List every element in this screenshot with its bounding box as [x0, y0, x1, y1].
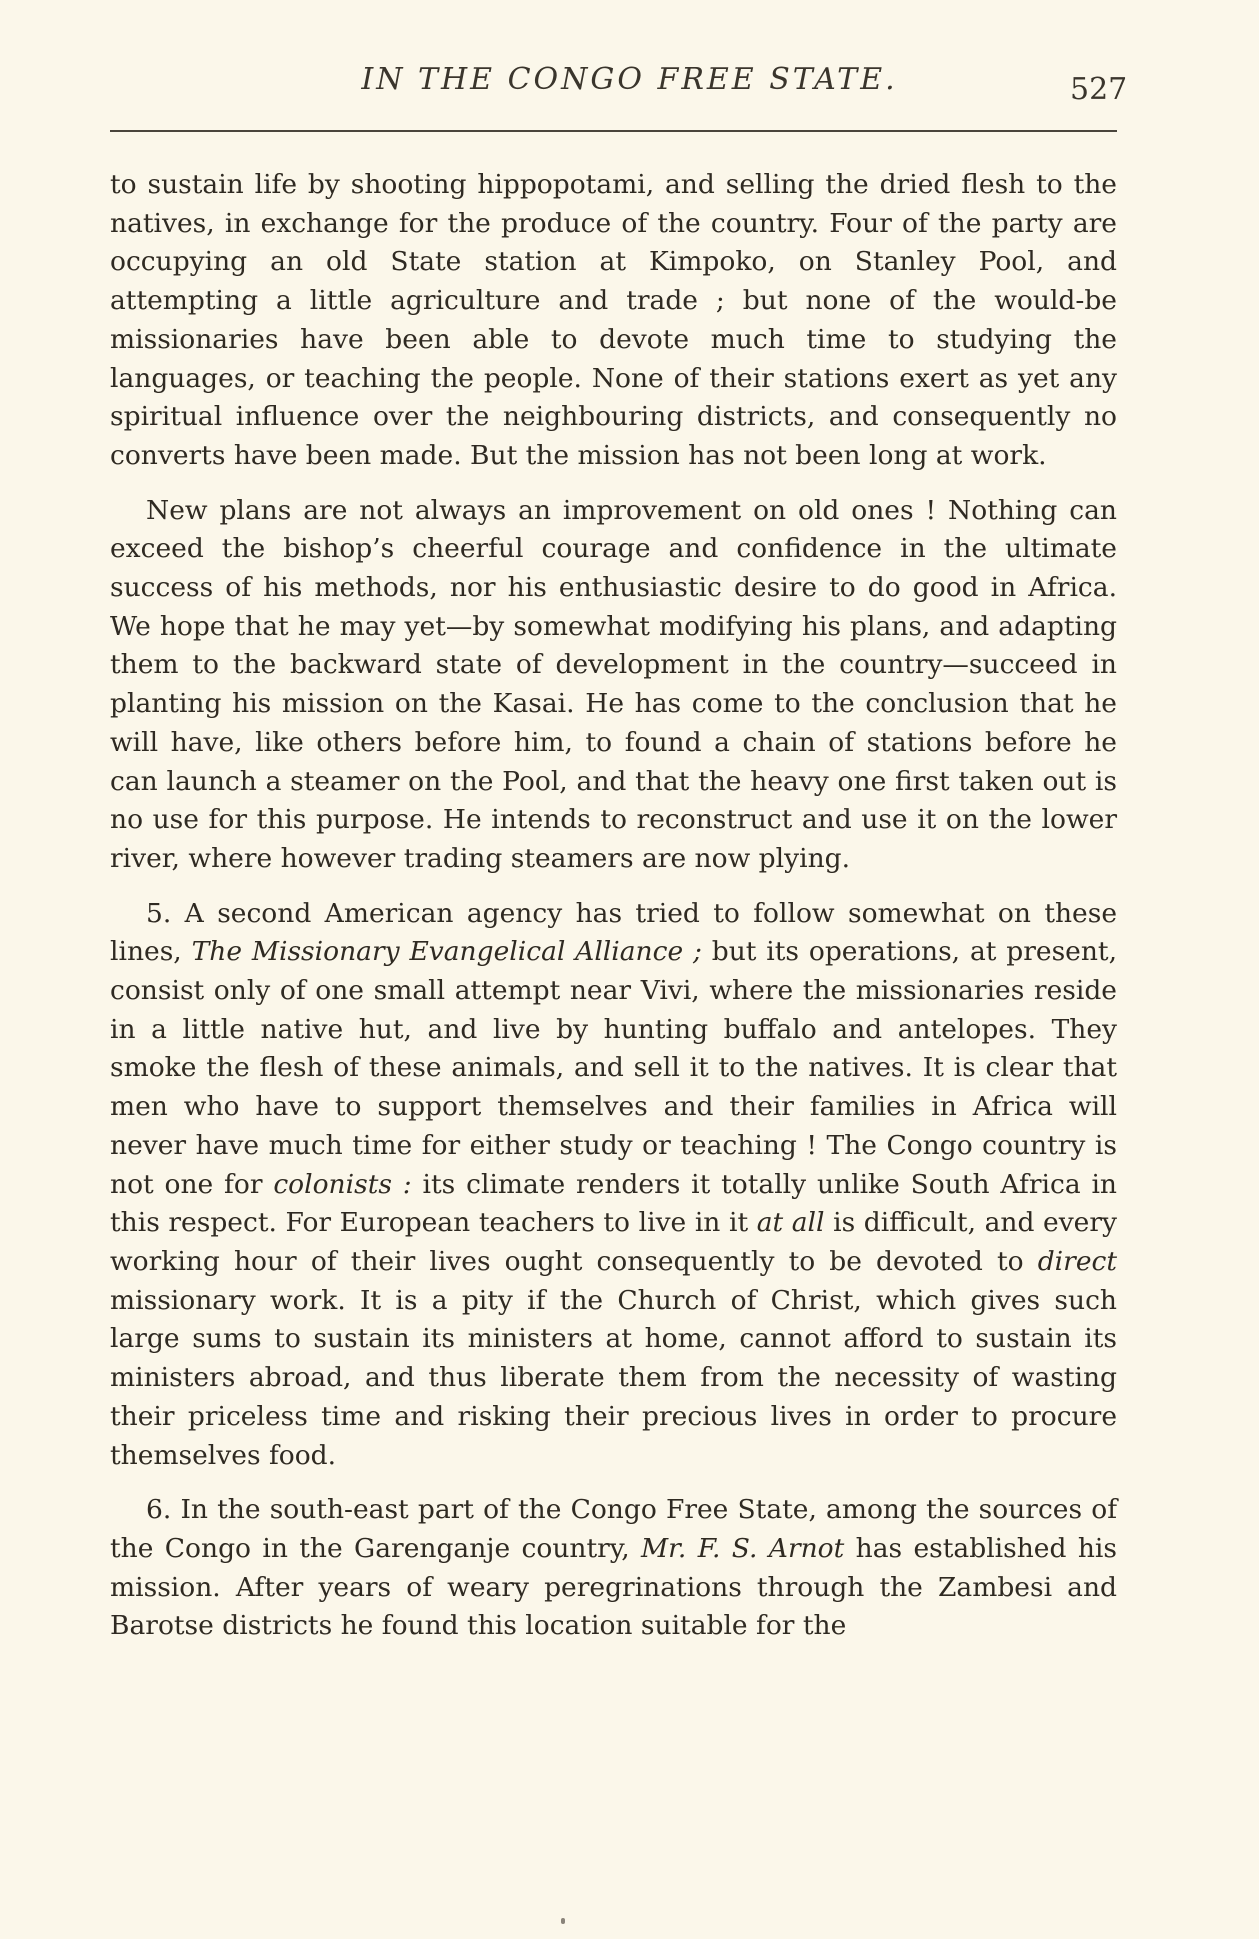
text-span: New plans are not always an improvement on old ones ! Nothing can exceed the bishop’s cheerful courage and confidence in the ultimate success of his methods, nor his enthusiastic desire to do good in Africa. We hope that he may yet—by somewhat modifying his plans, and adapting them to the backward state of development in the country—succeed in planting his mission on the Kasai. He has come to the conclusion that he will have, like others before him, to found a chain of stations before he can launch a steamer on the Pool, and that the heavy one first taken out is no use for this purpose. He intends to reconstruct and use it on the lower river, where however trading steamers are now plying.	[110, 494, 1117, 874]
paragraph	[110, 492, 1117, 879]
paragraph	[110, 895, 1117, 1476]
text-span: its climate renders it totally unlike South Africa in this respect. For European teachers to live in it	[110, 1168, 1118, 1239]
italic-span: Mr. F. S. Arnot	[641, 1532, 845, 1564]
running-head: IN THE CONGO FREE STATE.	[361, 62, 898, 97]
text-span: 6. In the south-east part of the Congo Free State, among the sources of the Congo in the Garenganje country,	[110, 1494, 1117, 1564]
body-text	[110, 166, 1117, 1662]
text-span: has established his mission. After years of weary peregrinations through the Zambesi and Barotse districts he found this location suitable for the	[110, 1532, 1117, 1642]
paragraph	[110, 166, 1117, 476]
text-span: missionary work. It is a pity if the Church of Christ, which gives such large sums to sustain its ministers at home, cannot afford to sustain its ministers abroad, and thus liberate them from the necessity of wasting their priceless time and risking their precious lives in order to procure themselves food.	[110, 1284, 1117, 1471]
italic-span: direct	[1037, 1245, 1117, 1277]
italic-span: at all	[756, 1207, 825, 1239]
italic-span: The Missionary Evangelical Alliance ;	[191, 936, 702, 968]
paragraph	[110, 1491, 1117, 1646]
header-rule	[110, 130, 1117, 132]
italic-span: colonists :	[273, 1168, 412, 1200]
text-span: is difficult, and every working hour of their lives ought consequently to be devoted to	[110, 1207, 1118, 1277]
text-span: 5. A second American agency has tried to follow somewhat on these lines,	[110, 897, 1117, 968]
text-span: to sustain life by shooting hippopotami, and selling the dried flesh to the natives, in exchange for the produce of the country. Four of the party are occupying an old State station at Kimpoko, on Stanley Pool, and attempting a little agriculture and trade ; but none of the would-be missionaries have been able to devote much time to studying the languages, or teaching the people. None of their stations exert as yet any spiritual influence over the neighbouring districts, and consequently no converts have been made. But the mission has not been long at work.	[110, 169, 1117, 471]
page-number: 527	[1070, 72, 1128, 107]
paper-speck	[561, 1918, 565, 1924]
text-span: but its operations, at present, consist only of one small attempt near Vivi, where the missionaries reside in a little native hut, and live by hunting buffalo and antelopes. They smoke the flesh of these animals, and sell it to the natives. It is clear that men who have to support themselves and their families in Africa will never have much time for either study or teaching ! The Congo country is not one for	[110, 936, 1117, 1200]
